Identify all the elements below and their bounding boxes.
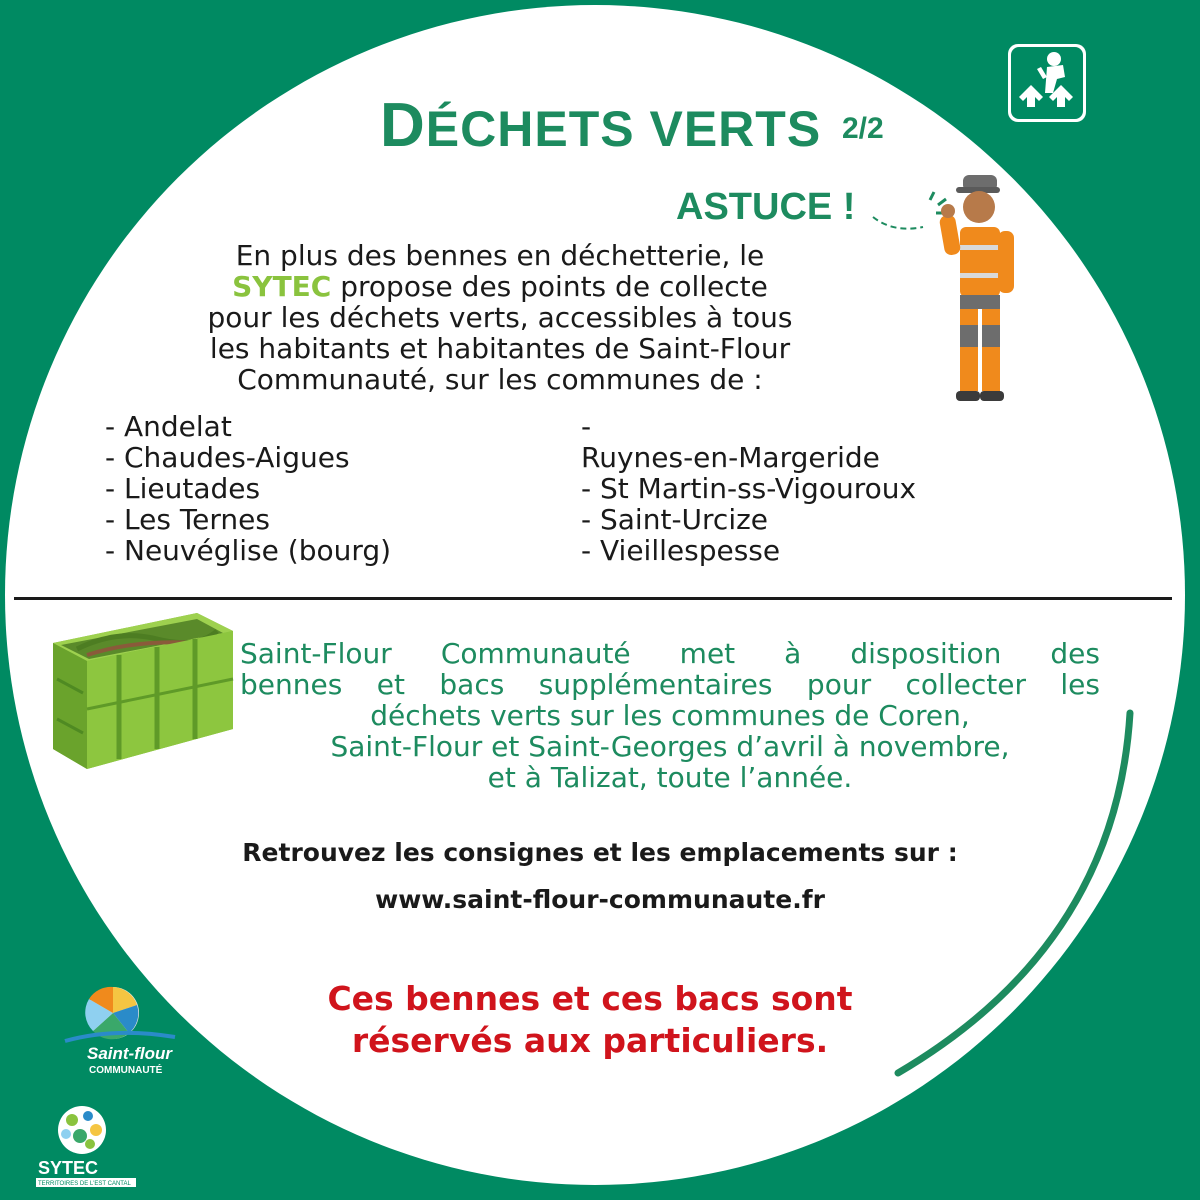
bennes-line-3: déchets verts sur les communes de Coren, [370,699,970,732]
list-item: - Andelat [105,410,232,443]
warning-line-2: réservés aux particuliers. [351,1021,829,1060]
astuce-label: ASTUCE ! [676,186,856,228]
page-title [380,90,821,161]
list-item: - Chaudes-Aigues [105,441,350,474]
warning-line-1: Ces bennes et ces bacs sont [327,979,853,1018]
title-first-letter: D [380,91,426,160]
list-item: - Lieutades [105,472,261,505]
saint-flour-logo-sub: COMMUNAUTÉ [89,1065,163,1076]
list-item: - Saint-Urcize [581,503,769,536]
list-item: - St Martin-ss-Vigouroux [581,472,917,505]
intro-line-2-rest: propose des points de collecte [331,270,768,303]
sytec-highlight: SYTEC [232,270,332,303]
saint-flour-logo-name: Saint-flour [87,1044,172,1063]
worker-illustration [868,165,1038,410]
intro-line-5: Communauté, sur les communes de : [237,363,763,396]
communes-list-right [581,411,916,566]
list-item: - Vieillespesse [581,534,781,567]
intro-line-4: les habitants et habitantes de Saint-Flour [209,332,791,365]
title-rest: ÉCHETS VERTS [425,101,822,157]
bennes-line-2: bennes et bacs supplémentaires pour collecter les [240,668,1100,701]
bennes-line-5: et à Talizat, toute l’année. [487,761,853,794]
sytec-logo-name: SYTEC [38,1158,99,1178]
section-divider [14,597,1172,600]
website-link[interactable]: www.saint-flour-communaute.fr [375,885,825,914]
saint-flour-logo [45,985,185,1085]
bennes-line-1: Saint-Flour Communauté met à disposition des [240,637,1100,670]
intro-line-2 [140,271,860,302]
sytec-logo-sub: TERRITOIRES DE L'EST CANTAL [38,1181,131,1187]
title-part: 2/2 [842,112,884,145]
decorative-arc [880,705,1140,1085]
intro-line-1: En plus des bennes en déchetterie, le [235,239,765,272]
intro-line-3: pour les déchets verts, accessibles à tous [207,301,793,334]
communes-list-left [105,411,391,566]
bennes-line-4: Saint-Flour et Saint-Georges d’avril à novembre, [330,730,1010,763]
intro-paragraph [140,240,860,395]
list-item: Ruynes-en-Margeride [581,441,880,474]
consignes-text: Retrouvez les consignes et les emplacements sur : [242,838,958,867]
sorting-person-icon [1007,43,1087,123]
green-waste-bin-illustration [47,609,237,779]
list-item: - Les Ternes [105,503,270,536]
sytec-logo [32,1102,142,1190]
list-item: - [581,410,592,443]
list-item: - Neuvéglise (bourg) [105,534,392,567]
